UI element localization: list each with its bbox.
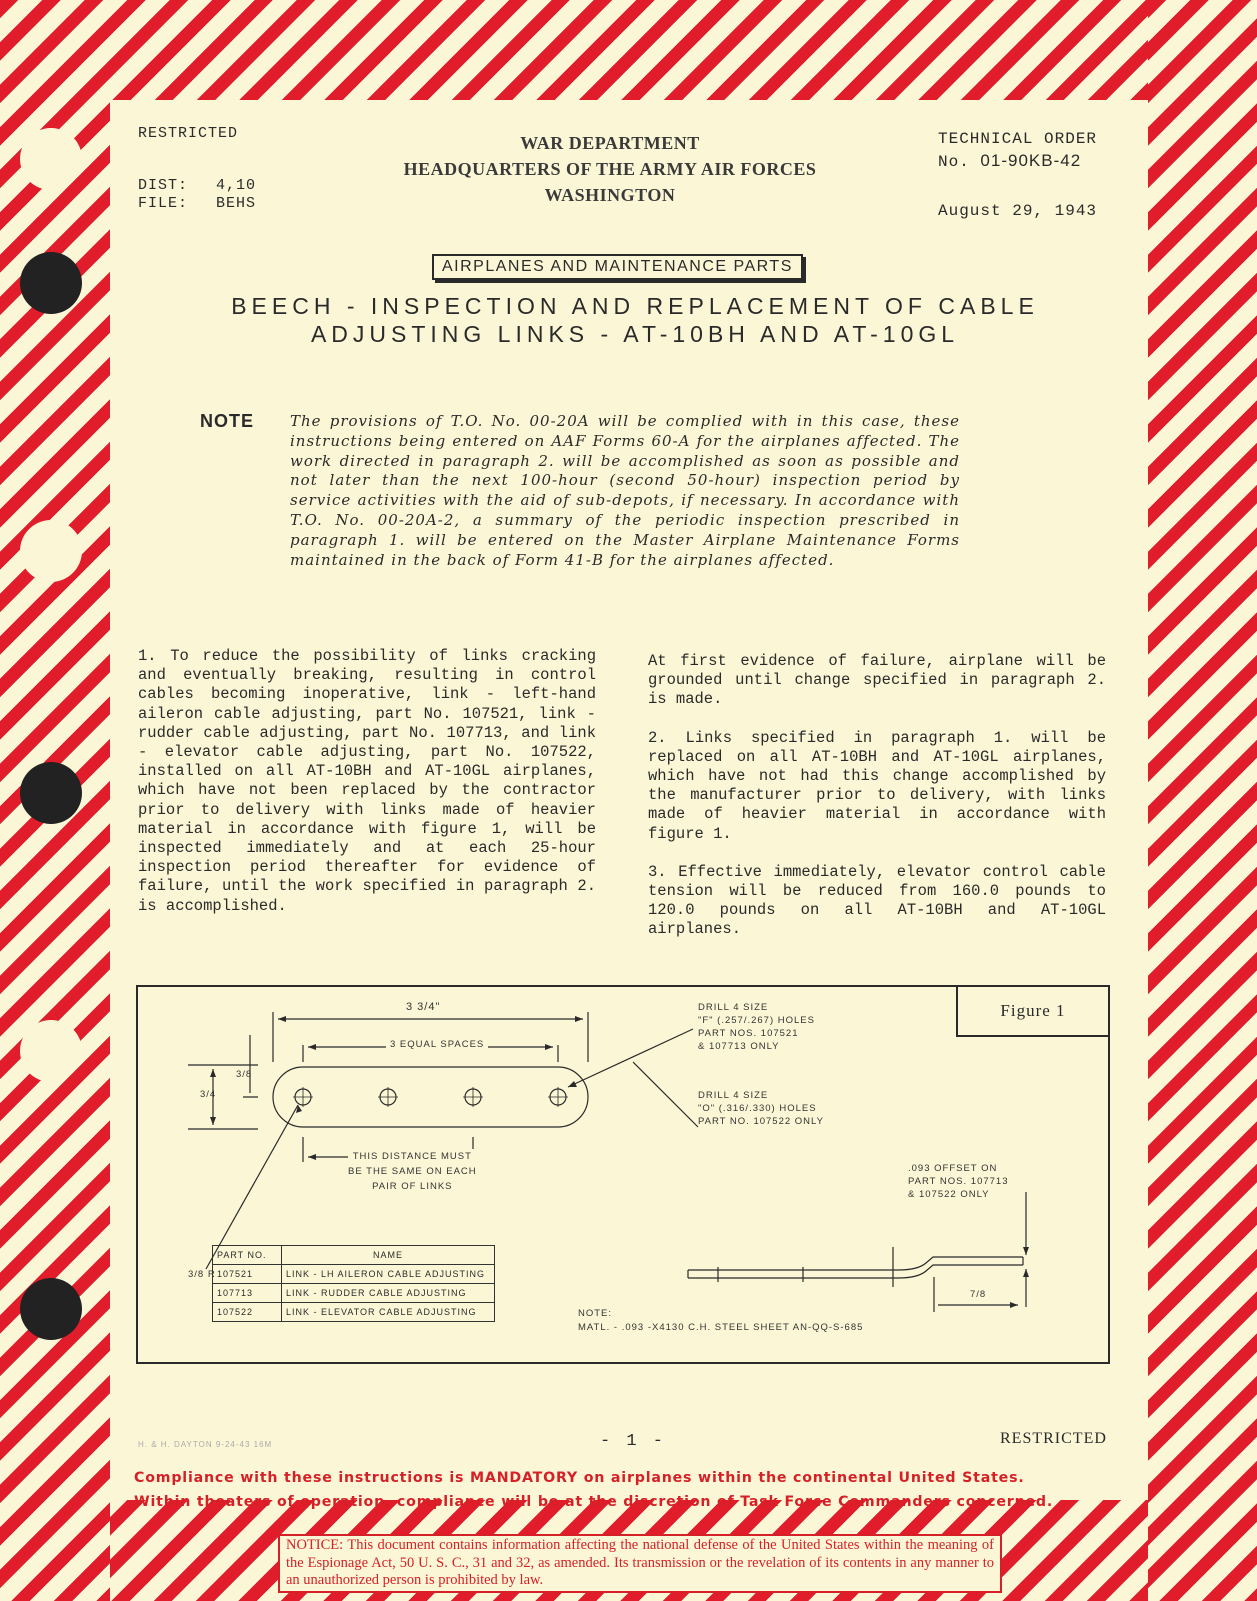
- table-row: [213, 1284, 495, 1303]
- figure-1: [136, 985, 1110, 1364]
- offset-note-line: & 107522 ONLY: [908, 1189, 990, 1200]
- table-header: NAME: [282, 1246, 495, 1265]
- border-stripes-top: [0, 0, 1257, 100]
- part-number: 107522: [213, 1303, 282, 1322]
- dim-half-line: [243, 1035, 258, 1097]
- note-text: The provisions of T.O. No. 00-20A will be complied with in this case, these instructions being entered on AAF Forms 60-A for the airplanes affected. The work directed in paragraph 2. will be accomplished as soon as possible and not later than the next 100-hour (second 50-hour) inspection period by service activities with the aid of sub-depots, if necessary. In accordance with T.O. No. 00-20A-2, a summary of the periodic inspection prescribed in paragraph 1. will be entered on the Master Airplane Maintenance Forms maintained in the back of Form 41-B for the airplanes affected.: [290, 412, 960, 569]
- title-line-2: ADJUSTING LINKS - AT-10BH AND AT-10GL: [310, 321, 960, 347]
- file-label: FILE:: [138, 195, 189, 212]
- mandatory-compliance: [134, 1466, 1124, 1514]
- offset-note-line: .093 OFFSET ON: [908, 1163, 998, 1174]
- mandatory-line-1: Compliance with these instructions is MANDATORY on airplanes within the continental United States.: [134, 1470, 1025, 1486]
- order-no-label: No.: [938, 153, 970, 171]
- classification-top: RESTRICTED: [138, 125, 239, 142]
- paragraph-3: 3. Effective immediately, elevator control cable tension will be reduced from 160.0 pounds to 120.0 pounds on all AT-10BH and AT-10GL airplanes.: [648, 862, 1106, 939]
- order-number: 01-90KB-42: [980, 151, 1082, 170]
- punch-hole: [20, 252, 82, 314]
- page-number: - 1 -: [600, 1432, 667, 1451]
- punch-hole: [20, 762, 82, 824]
- title-line-1: BEECH - INSPECTION AND REPLACEMENT OF CABLE: [231, 293, 1039, 319]
- issuing-authority: [360, 130, 860, 208]
- drill-o-line: PART NO. 107522 ONLY: [698, 1116, 824, 1127]
- material-note-line: NOTE:: [578, 1308, 613, 1319]
- paragraph-1-continued: At first evidence of failure, airplane will be grounded until change specified in paragraph 2. is made.: [648, 652, 1106, 709]
- part-number: 107713: [213, 1284, 282, 1303]
- dist-value: 4,10: [216, 177, 257, 194]
- side-view-link: [688, 1257, 1023, 1278]
- border-stripes-right: [1148, 0, 1257, 1601]
- dim-width: 3/4: [200, 1089, 217, 1100]
- city: WASHINGTON: [544, 185, 676, 205]
- printer-imprint: H. & H. DAYTON 9-24-43 16M: [138, 1440, 273, 1449]
- offset-dim: 7/8: [970, 1289, 987, 1300]
- drill-o-line: DRILL 4 SIZE: [698, 1090, 769, 1101]
- category-label: AIRPLANES AND MAINTENANCE PARTS: [432, 254, 803, 280]
- part-number: 107521: [213, 1265, 282, 1284]
- table-header: PART NO.: [213, 1246, 282, 1265]
- distance-note-line: THIS DISTANCE MUST: [352, 1151, 472, 1162]
- part-name: LINK - RUDDER CABLE ADJUSTING: [282, 1284, 495, 1303]
- offset-note-line: PART NOS. 107713: [908, 1176, 1009, 1187]
- paragraph-2: 2. Links specified in paragraph 1. will be replaced on all AT-10BH and AT-10GL airplanes, which have not had this change accomplished by the manufacturer prior to delivery, with links made of heavier material in accordance with figure 1.: [648, 728, 1106, 843]
- drill-o-line: "O" (.316/.330) HOLES: [698, 1103, 817, 1114]
- distance-note-line: BE THE SAME ON EACH: [348, 1166, 477, 1177]
- dim-spaces: 3 EQUAL SPACES: [386, 1039, 488, 1050]
- punch-hole: [20, 1020, 82, 1082]
- right-column: [648, 652, 1106, 959]
- order-type: TECHNICAL ORDER: [938, 130, 1098, 148]
- table-header-row: [213, 1246, 495, 1265]
- part-name: LINK - ELEVATOR CABLE ADJUSTING: [282, 1303, 495, 1322]
- drill-f-line: DRILL 4 SIZE: [698, 1002, 769, 1013]
- dim-half: 3/8: [236, 1069, 253, 1080]
- mandatory-line-2: Within theaters of operation, compliance will be at the discretion of Task Force Commanders concerned.: [134, 1494, 1054, 1510]
- table-row: [213, 1303, 495, 1322]
- technical-order-block: [938, 128, 1097, 173]
- material-note-line: MATL. - .093 -X4130 C.H. STEEL SHEET AN-QQ-S-685: [578, 1322, 864, 1333]
- note-label: NOTE: [200, 411, 255, 431]
- part-name: LINK - LH AILERON CABLE ADJUSTING: [282, 1265, 495, 1284]
- hole-centerlines: [293, 1087, 568, 1107]
- dist-label: DIST:: [138, 177, 189, 194]
- side-view-marks: [718, 1247, 893, 1287]
- dim-radius: 3/8 R: [188, 1269, 216, 1280]
- punch-hole: [20, 128, 82, 190]
- headquarters: HEADQUARTERS OF THE ARMY AIR FORCES: [403, 159, 817, 179]
- drill-f-line: PART NOS. 107521: [698, 1028, 799, 1039]
- department: WAR DEPARTMENT: [520, 133, 700, 153]
- link-outline: [273, 1067, 588, 1127]
- paragraph-1: 1. To reduce the possibility of links cracking and eventually breaking, resulting in control cables becoming inoperative, link - left-hand aileron cable adjusting, part No. 107521, link - rudder cable adjusting, part No. 107713, and link - elevator cable adjusting, part No. 107522, installed on all AT-10BH and AT-10GL airplanes, which have not been replaced by the contractor prior to delivery with links made of heavier material in accordance with figure 1, will be inspected immediately and at each 25-hour inspection period thereafter for evidence of failure, until the work specified in paragraph 2. is accomplished.: [138, 647, 596, 915]
- figure-label: Figure 1: [956, 987, 1108, 1037]
- file-value: BEHS: [216, 195, 257, 212]
- espionage-notice: NOTICE: This document contains information affecting the national defense of the United States within the meaning of the Espionage Act, 50 U. S. C., 31 and 32, as amended. Its transmission or the revelation of its contents in any manner to an unauthorized person is prohibited by law.: [278, 1534, 1002, 1593]
- parts-table: [212, 1245, 495, 1322]
- table-row: [213, 1265, 495, 1284]
- distance-note-line: PAIR OF LINKS: [372, 1181, 453, 1192]
- issue-date: August 29, 1943: [938, 202, 1098, 220]
- distribution-block: [138, 177, 294, 213]
- punch-hole: [20, 1278, 82, 1340]
- dim-overall-line: [273, 1012, 588, 1062]
- drill-f-line: & 107713 ONLY: [698, 1041, 780, 1052]
- drill-f-line: "F" (.257/.267) HOLES: [698, 1015, 815, 1026]
- dim-overall: 3 3/4": [406, 1001, 441, 1013]
- punch-hole: [20, 520, 82, 582]
- classification-bottom: RESTRICTED: [1000, 1430, 1107, 1447]
- document-title: [150, 292, 1120, 348]
